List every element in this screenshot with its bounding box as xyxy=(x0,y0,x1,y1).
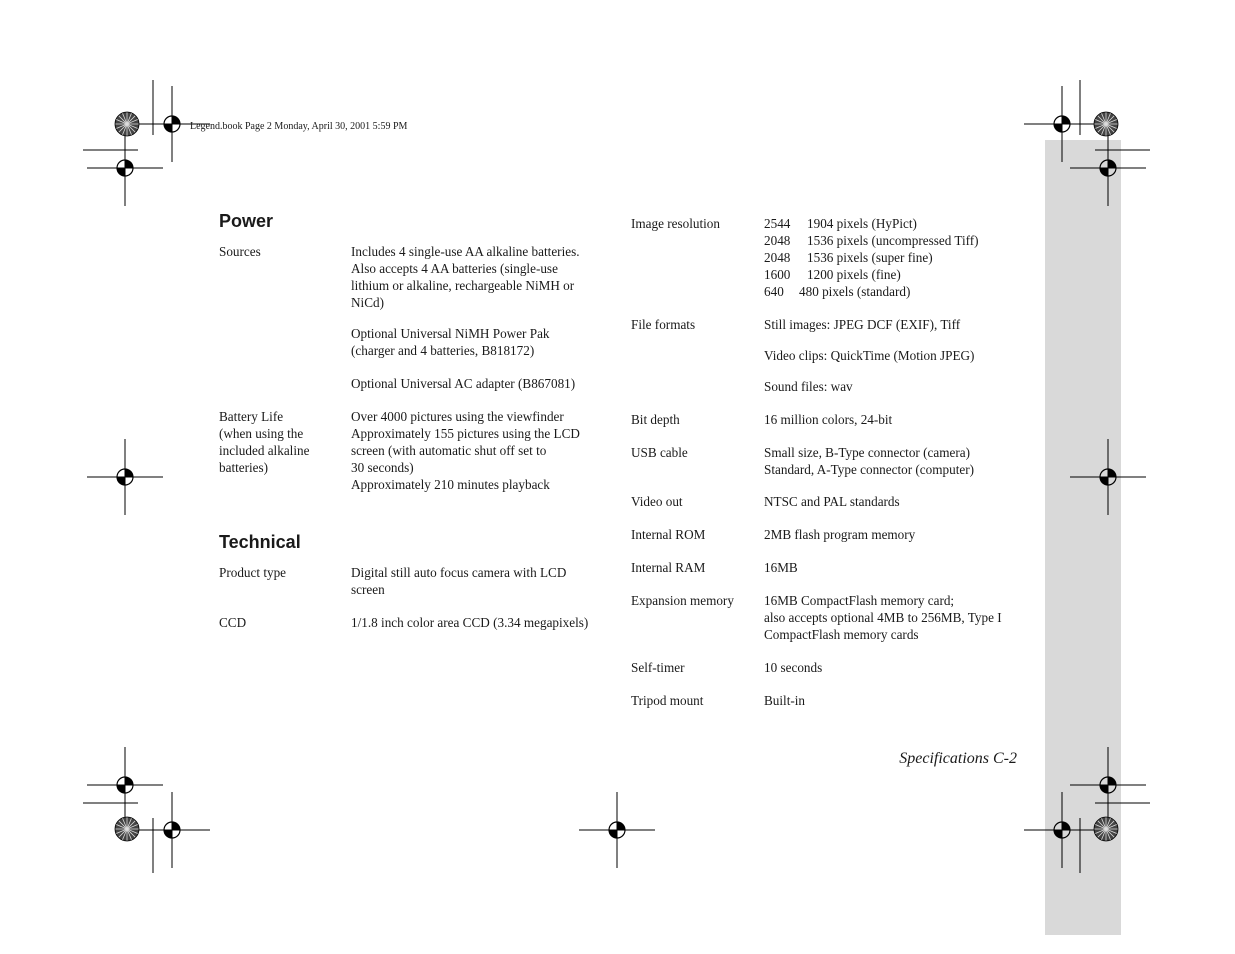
usb-cable-label: USB cable xyxy=(631,445,688,460)
ccd-label: CCD xyxy=(219,615,247,630)
expansion-memory-value: 16MB CompactFlash memory card; also accepts optional 4MB to 256MB, Type I CompactFlash memory cards xyxy=(764,593,1002,642)
image-resolution-value xyxy=(764,215,979,300)
battery-life-label: Battery Life (when using the included alkaline batteries) xyxy=(219,409,310,475)
sources-value-1: Includes 4 single-use AA alkaline batteries. Also accepts 4 AA batteries (single-use lithium or alkaline, rechargeable NiMH or NiCd) xyxy=(351,244,580,310)
resolution-row: 2048 1536 pixels (uncompressed Tiff) xyxy=(764,233,979,248)
battery-life-value: Over 4000 pictures using the viewfinder Approximately 155 pictures using the LCD screen (with automatic shut off set to 30 seconds) Approximately 210 minutes playback xyxy=(351,409,580,492)
resolution-row: 2048 1536 pixels (super fine) xyxy=(764,250,933,265)
page-footer: Specifications C-2 xyxy=(899,750,1017,767)
technical-heading: Technical xyxy=(219,532,301,552)
internal-rom-label: Internal ROM xyxy=(631,527,706,542)
bit-depth-label: Bit depth xyxy=(631,412,680,427)
tripod-mount-label: Tripod mount xyxy=(631,693,704,708)
sources-label: Sources xyxy=(219,244,261,259)
image-resolution-label: Image resolution xyxy=(631,216,720,231)
bit-depth-value: 16 million colors, 24-bit xyxy=(764,412,893,427)
file-formats-sound: Sound files: wav xyxy=(764,379,853,394)
sources-value-3: Optional Universal AC adapter (B867081) xyxy=(351,376,576,391)
resolution-row: 2544 1904 pixels (HyPict) xyxy=(764,216,917,231)
ccd-value: 1/1.8 inch color area CCD (3.34 megapixels) xyxy=(351,615,589,630)
internal-rom-value: 2MB flash program memory xyxy=(764,527,916,542)
tripod-mount-value: Built-in xyxy=(764,693,806,708)
product-type-label: Product type xyxy=(219,565,287,580)
resolution-row: 640 480 pixels (standard) xyxy=(764,284,911,299)
file-formats-label: File formats xyxy=(631,317,696,332)
sources-value-2: Optional Universal NiMH Power Pak (charger and 4 batteries, B818172) xyxy=(351,326,550,358)
print-slug: Legend.book Page 2 Monday, April 30, 2001 5:59 PM xyxy=(190,121,408,132)
file-formats-still: Still images: JPEG DCF (EXIF), Tiff xyxy=(764,317,961,332)
product-type-value: Digital still auto focus camera with LCD screen xyxy=(351,565,567,597)
usb-cable-value: Small size, B-Type connector (camera) Standard, A-Type connector (computer) xyxy=(764,445,975,477)
video-out-label: Video out xyxy=(631,494,683,509)
resolution-row: 1600 1200 pixels (fine) xyxy=(764,267,901,282)
internal-ram-label: Internal RAM xyxy=(631,560,706,575)
expansion-memory-label: Expansion memory xyxy=(631,593,734,608)
internal-ram-value: 16MB xyxy=(764,560,798,575)
file-formats-video: Video clips: QuickTime (Motion JPEG) xyxy=(764,348,975,363)
video-out-value: NTSC and PAL standards xyxy=(764,494,900,509)
self-timer-value: 10 seconds xyxy=(764,660,823,675)
power-heading: Power xyxy=(219,211,274,231)
self-timer-label: Self-timer xyxy=(631,660,685,675)
